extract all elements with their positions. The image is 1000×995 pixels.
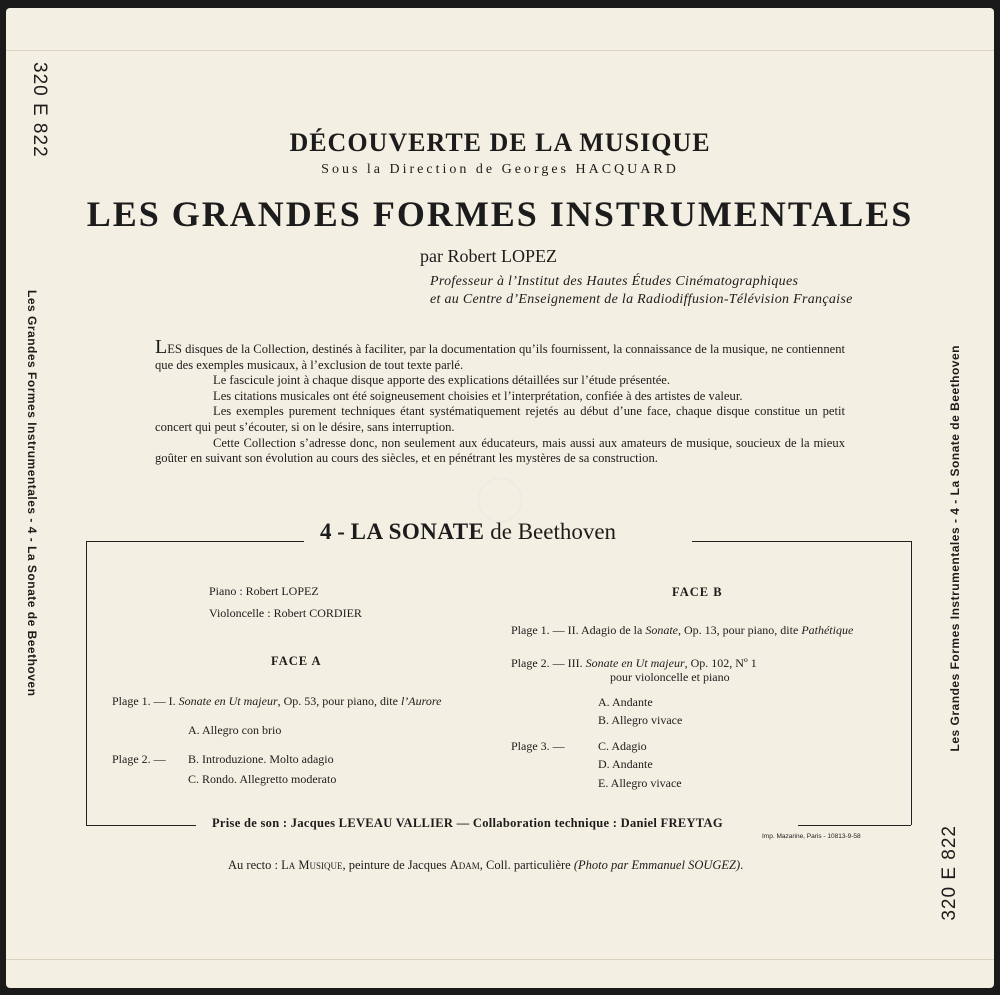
- box-rule: [86, 541, 304, 542]
- face-b-mov-b: B. Allegro vivace: [598, 713, 683, 727]
- faint-stamp-mark: [478, 478, 522, 522]
- cover-credit: Au recto : La Musique, peinture de Jacques Adam, Coll. particulière (Photo par Emmanuel SOUGEZ).: [228, 858, 744, 872]
- performer-piano: Piano : Robert LOPEZ: [209, 584, 319, 598]
- intro-paragraph-3: Les citations musicales ont été soigneusement choisies et l’interprétation, confiée à des artistes de valeur.: [213, 388, 743, 403]
- author-affiliation: [430, 273, 853, 309]
- printer-imprint: Imp. Mazarine, Paris - 10813-9-58: [762, 833, 861, 840]
- series-title: DÉCOUVERTE DE LA MUSIQUE: [289, 128, 711, 157]
- intro-paragraph-5: Cette Collection s’adresse donc, non seulement aux éducateurs, mais aussi aux amateurs de musique, soucieux de la mieux goûter en suivant son évolution au cours des siècles, et en pénétrant les mystères de sa construction.: [155, 435, 845, 466]
- face-b-plage-2: Plage 2. — III. Sonate en Ut majeur, Op. 102, Nº 1: [511, 656, 757, 670]
- drop-cap: L: [155, 336, 168, 358]
- spine-text-left: Les Grandes Formes Instrumentales - 4 - La Sonate de Beethoven: [25, 290, 39, 697]
- face-b-plage-1: Plage 1. — II. Adagio de la Sonate, Op. 13, pour piano, dite Pathétique: [511, 623, 854, 637]
- face-a-label: FACE A: [271, 654, 322, 668]
- face-a-plage-2: Plage 2. —: [112, 752, 166, 766]
- series-direction: Sous la Direction de Georges HACQUARD: [321, 162, 679, 177]
- face-a-mov-b: B. Introduzione. Molto adagio: [188, 752, 334, 766]
- face-b-plage-2-line2: pour violoncelle et piano: [610, 670, 730, 684]
- face-b-mov-c: C. Adagio: [598, 739, 647, 753]
- box-rule: [86, 825, 196, 826]
- spine-text-right: Les Grandes Formes Instrumentales - 4 - La Sonate de Beethoven: [948, 345, 962, 752]
- affiliation-line-1: Professeur à l’Institut des Hautes Études Cinématographiques: [430, 274, 799, 289]
- box-rule: [692, 541, 911, 542]
- face-a-mov-c: C. Rondo. Allegretto moderato: [188, 772, 337, 786]
- top-fold-line: [6, 50, 994, 51]
- main-title: LES GRANDES FORMES INSTRUMENTALES: [86, 194, 914, 234]
- face-b-plage-3: Plage 3. —: [511, 739, 565, 753]
- collection-intro: [155, 336, 845, 467]
- program-title: 4 - LA SONATE de Beethoven: [320, 519, 617, 544]
- intro-paragraph-4: Les exemples purement techniques étant systématiquement rejetés au début d’une face, chaque disque constitue un petit concert qui peut s’écouter, si on le désire, sans interruption.: [155, 404, 845, 434]
- face-a-mov-a: A. Allegro con brio: [188, 723, 282, 737]
- bottom-fold-line: [6, 959, 994, 960]
- performer-cello: Violoncelle : Robert CORDIER: [209, 606, 362, 620]
- recording-credits: Prise de son : Jacques LEVEAU VALLIER — Collaboration technique : Daniel FREYTAG: [212, 816, 723, 830]
- face-b-mov-d: D. Andante: [598, 757, 653, 771]
- catalog-number-bottom: 320 E 822: [939, 825, 960, 921]
- box-rule: [798, 825, 911, 826]
- face-b-mov-e: E. Allegro vivace: [598, 776, 682, 790]
- intro-paragraph-1: LES disques de la Collection, destinés à faciliter, par la documentation qu’ils fournissent, la connaissance de la musique, ne contiennent que des exemples musicaux, à l’exclusion de tout texte parlé.: [155, 336, 845, 372]
- intro-paragraph-2: Le fascicule joint à chaque disque apporte des explications détaillées sur l’étude présentée.: [213, 373, 671, 388]
- catalog-number-top: 320 E 822: [29, 62, 50, 158]
- face-b-label: FACE B: [672, 585, 723, 599]
- affiliation-line-2: et au Centre d’Enseignement de la Radiodiffusion-Télévision Française: [430, 292, 853, 307]
- author: par Robert LOPEZ: [420, 246, 557, 266]
- face-a-plage-1: Plage 1. — I. Sonate en Ut majeur, Op. 53, pour piano, dite l’Aurore: [112, 694, 442, 708]
- face-b-mov-a: A. Andante: [598, 695, 653, 709]
